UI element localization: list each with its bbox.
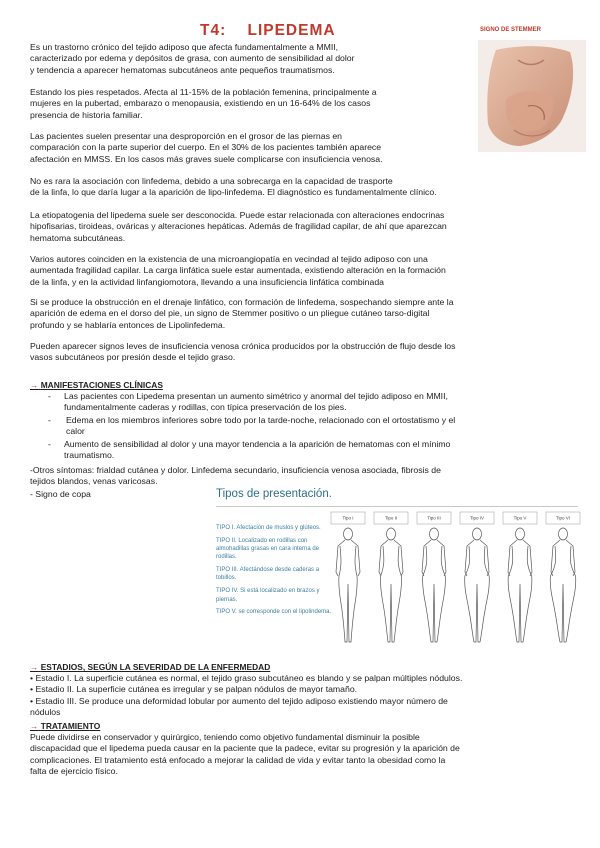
title-name: LIPEDEMA [247, 22, 336, 39]
body-silhouette [508, 528, 532, 642]
estadios-heading-text: ESTADIOS, SEGÚN LA SEVERIDAD DE LA ENFERMEDAD [40, 662, 271, 672]
figure-label: Tipo VI [555, 515, 571, 521]
list-item: nódulos [30, 707, 61, 718]
signo-de-copa: - Signo de copa [30, 489, 91, 499]
figure-title: Tipos de presentación. [216, 488, 332, 500]
list-item: • Estadio I. La superficie cutánea es normal, el tejido graso subcutáneo es blando y se palpan múltiples nódulos. [30, 673, 463, 683]
figure-divider [216, 506, 578, 507]
intro-paragraph-7: Si se produce la obstrucción en el drenaje linfático, con formación de linfedema, sospechando siempre ante la aparición de edema en el dorso del pie, un signo de Stemmer positivo o un pliegue cutáneo tarso-digital profundo y se hablaría entonces de Lipolinfedema. [30, 297, 454, 330]
body-silhouette [336, 528, 360, 642]
body-silhouette [465, 528, 490, 642]
list-item-text: Aumento de sensibilidad al dolor y una mayor tendencia a la aparición de hematomas con el mínimo traumatismo. [64, 439, 451, 461]
intro-paragraph-6: Varios autores coinciden en la existencia de una microangiopatía en vecindad al tejido adiposo con una aumentada fragilidad capilar. La carga linfática suele estar aumentada, existiendo alteración en la formación de la linfa, y en la actividad linfangiomotora, llevando a una insuficiencia linfática combinada [30, 254, 446, 287]
body-silhouette [550, 528, 576, 642]
body-silhouettes [328, 510, 586, 646]
page-title [200, 22, 336, 40]
legend-item: TIPO III. Afectándose desde caderas a tobillos. [216, 567, 320, 582]
manifestaciones-heading-text: MANIFESTACIONES CLÍNICAS [40, 380, 163, 390]
tratamiento-paragraph: Puede dividirse en conservador y quirúrgico, teniendo como objetivo fundamental disminuir la posible discapacidad que el lipedema pueda causar en la paciente que la padece, evitar su progresión y la aparición de complicaciones. El tratamiento está enfocado a mejorar la calidad de vida y evitar tanto la obesidad como la falta de ejercicio físico. [30, 732, 460, 777]
arrow-icon: → [30, 721, 39, 731]
intro-paragraph-1: Es un trastorno crónico del tejido adiposo que afecta fundamentalmente a MMII, caracterizado por edema y depósitos de grasa, con aumento de sensibilidad al dolor y tendencia a aparecer hematomas subcutáneos ante pequeños traumatismos. [30, 42, 355, 75]
stemmer-label: SIGNO DE STEMMER [480, 27, 542, 33]
intro-paragraph-8: Pueden aparecer signos leves de insuficiencia venosa crónica producidos por la obstrucción de flujo desde los vasos subcutáneos por presión desde el tejido graso. [30, 341, 456, 363]
legend-item: TIPO II. Localizado en rodillas con almohadillas grasas en cara interna de rodillas. [216, 537, 320, 561]
intro-paragraph-4: No es rara la asociación con linfedema, debido a una sobrecarga en la capacidad de trasporte de la linfa, lo que daría lugar a la aparición de lipo-linfedema. El diagnóstico es fundamentalmente clínico. [30, 176, 437, 198]
intro-paragraph-2: Estando los pies respetados. Afecta al 11-15% de la población femenina, principalmente a mujeres en la pubertad, embarazo o menopausia, existiendo en un 16-64% de los casos presencia de historia familiar. [30, 87, 377, 120]
legend-item: TIPO I. Afectación de muslos y glúteos. [216, 525, 321, 531]
estadios-heading [30, 662, 270, 672]
presentation-types-figure [210, 488, 585, 646]
otros-sintomas: -Otros síntomas: frialdad cutánea y dolor. Linfedema secundario, insuficiencia venosa asociada, fibrosis de tejidos blandos, venas varicosas. [30, 465, 441, 487]
list-item: - [48, 415, 51, 425]
arrow-icon: → [30, 380, 39, 390]
intro-paragraph-5: La etiopatogenia del lipedema suele ser desconocida. Puede estar relacionada con alteraciones endocrinas hipofisarias, tiroideas, ováricas y alteraciones hepáticas. Además de fragilidad capilar, de ahí que aparezcan hematoma subcutáneas. [30, 210, 447, 243]
tratamiento-heading [30, 721, 100, 731]
figure-label: Tipo III [427, 515, 441, 521]
list-item-text: Edema en los miembros inferiores sobre todo por la tarde-noche, relacionado con el ortostatismo y el calor [66, 415, 456, 437]
legend-item: TIPO IV. Si está localizado en brazos y piernas. [216, 588, 320, 603]
list-item: - [48, 391, 51, 401]
figure-legend [216, 524, 334, 621]
stemmer-sign-photo [478, 40, 586, 152]
intro-paragraph-3: Las pacientes suelen presentar una desproporción en el grosor de las piernas en comparación con la parte superior del cuerpo. En el 30% de los pacientes también aparece afectación en MMSS. En los casos más graves suele complicarse con insuficiencia venosa. [30, 131, 383, 164]
list-item: - [48, 439, 51, 449]
figure-label: Tipo V [513, 515, 527, 521]
estadios-list [30, 673, 462, 719]
body-silhouette [379, 528, 403, 642]
figure-label: Tipo IV [469, 515, 485, 521]
arrow-icon: → [30, 662, 39, 672]
list-item: • Estadio II. La superficie cutánea es irregular y se palpan nódulos de mayor tamaño. [30, 684, 358, 695]
list-item: • Estadio III. Se produce una deformidad lobular por aumento del tejido adiposo existiendo mayor número de [30, 695, 448, 706]
title-code: T4: [200, 22, 227, 39]
manifestaciones-heading [30, 380, 163, 390]
figure-label: Tipo I [342, 515, 354, 521]
tratamiento-heading-text: TRATAMIENTO [40, 721, 101, 731]
legend-item: TIPO V. se corresponde con el lipolindema. [216, 609, 332, 616]
body-silhouette [422, 528, 446, 642]
list-item-text: Las pacientes con Lipedema presentan un aumento simétrico y anormal del tejido adiposo en MMII, fundamentalmente caderas y rodillas, con típica preservación de los pies. [64, 391, 448, 413]
figure-label: Tipo II [384, 515, 398, 521]
